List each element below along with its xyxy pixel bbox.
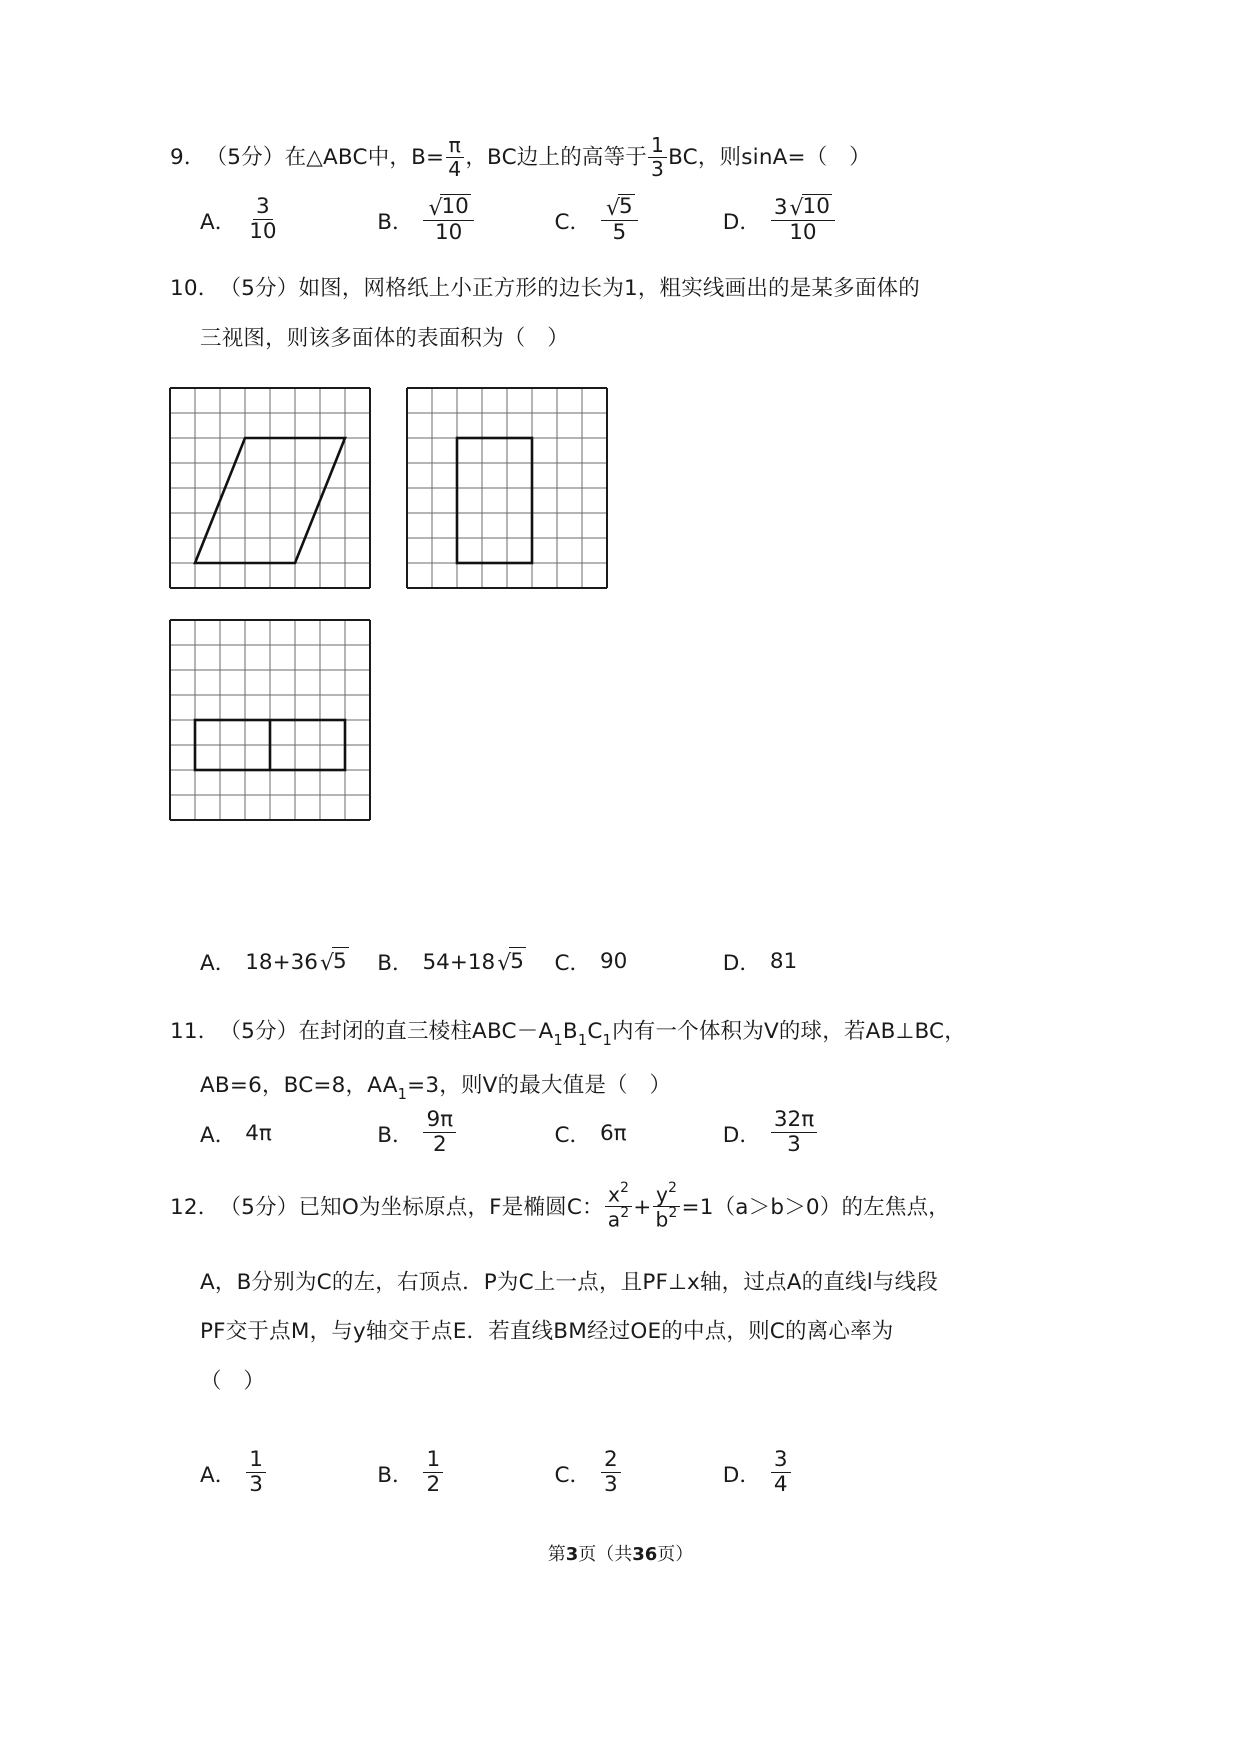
question-11-text-2a: AB=6，BC=8，AA: [200, 1072, 398, 1098]
question-11: [170, 1019, 966, 1104]
footer-suffix: 页）: [657, 1544, 694, 1565]
page-footer: [0, 1540, 1241, 1566]
option-12-c-value: $\frac{2}{3}$: [601, 1449, 621, 1496]
option-10-a-label: A．: [200, 951, 237, 976]
question-12-line-3: [200, 1321, 950, 1343]
question-12-text-2: A，B分别为C的左，右顶点．P为C上一点，且PF⊥x轴，过点A的直线l与线段: [200, 1269, 939, 1295]
subscript-1: 1: [553, 1032, 563, 1050]
question-10-figure-front-view: [168, 386, 372, 590]
option-9-b-label: B．: [377, 210, 414, 236]
question-9: [170, 133, 871, 181]
option-9-c[interactable]: [554, 196, 722, 245]
footer-prefix: 第: [547, 1544, 566, 1565]
radical-icon: √10: [428, 194, 469, 221]
option-11-a[interactable]: [200, 1110, 377, 1157]
question-12-text-3: PF交于点M，与y轴交于点E．若直线BM经过OE的中点，则C的离心率为: [200, 1319, 894, 1345]
option-9-b-value: $\frac{√10}{10}$: [423, 195, 473, 244]
question-11-number: 11．: [170, 1019, 220, 1044]
question-9-stem-part3: BC，则sinA=（ ）: [668, 145, 871, 171]
question-9-points: （5分）: [205, 145, 285, 171]
option-9-c-label: C．: [554, 210, 591, 236]
question-11-options: [200, 1107, 900, 1157]
option-10-d-value: 81: [769, 949, 798, 974]
question-10-text-1: 如图，网格纸上小正方形的边长为1，粗实线画出的是某多面体的: [298, 276, 920, 301]
option-12-d-value: $\frac{3}{4}$: [771, 1449, 791, 1496]
question-11-text-1e: 内有一个体积为V的球，若AB⊥BC，: [612, 1019, 966, 1044]
option-12-b[interactable]: [377, 1447, 554, 1497]
question-12-points: （5分）: [219, 1194, 299, 1220]
option-12-b-value: $\frac{1}{2}$: [423, 1449, 443, 1496]
subscript-1: 1: [397, 1086, 408, 1104]
option-12-c-label: C．: [554, 1462, 591, 1488]
option-11-b-value: $\frac{9\pi}{2}$: [423, 1109, 456, 1156]
option-12-b-label: B．: [377, 1462, 414, 1488]
option-9-d[interactable]: [723, 196, 900, 245]
question-12-line-1: [170, 1180, 950, 1233]
question-10-line-1: [170, 278, 920, 300]
ellipse-plus-sign: +: [633, 1194, 652, 1220]
option-10-c[interactable]: [554, 946, 722, 977]
radical-icon: √10: [789, 194, 830, 221]
option-11-c[interactable]: [554, 1110, 722, 1157]
question-11-line-2: [200, 1072, 966, 1104]
question-10-options: [200, 946, 900, 977]
option-11-b[interactable]: [377, 1107, 554, 1157]
option-12-a-label: A．: [200, 1462, 237, 1488]
subscript-1: 1: [602, 1032, 613, 1050]
option-9-a[interactable]: [200, 196, 377, 245]
option-12-a-value: $\frac{1}{3}$: [246, 1449, 266, 1496]
option-10-d-label: D．: [722, 951, 761, 976]
question-11-points: （5分）: [219, 1019, 299, 1044]
question-12-line-2: [200, 1269, 950, 1295]
option-9-b[interactable]: [377, 196, 554, 245]
option-12-d[interactable]: [722, 1447, 900, 1497]
question-9-stem: [170, 133, 871, 181]
option-9-c-value: $\frac{√5}{5}$: [601, 195, 638, 244]
question-9-number: 9．: [170, 145, 206, 171]
question-11-text-1b: A: [538, 1019, 554, 1044]
option-10-b-value: 54+18√5: [422, 949, 524, 976]
question-11-text-1d: C: [587, 1019, 603, 1044]
question-12-number: 12．: [170, 1194, 220, 1220]
option-10-a-value: 18+36√5: [245, 949, 347, 976]
fraction-pi-over-4: $\frac{\pi}{4}$: [445, 135, 464, 179]
question-11-line-1: [170, 1019, 966, 1050]
ellipse-term-y2-over-b2: $\frac{y^2}{b^2}$: [653, 1183, 681, 1231]
option-9-a-label: A．: [200, 210, 237, 236]
option-10-b[interactable]: [377, 946, 554, 977]
option-10-b-label: B．: [377, 951, 414, 976]
question-12-text-1b: =1（a＞b＞0）的左焦点，: [681, 1194, 950, 1220]
question-10-figure-side-view: [405, 386, 609, 590]
option-11-a-label: A．: [200, 1122, 237, 1148]
option-9-d-label: D．: [722, 210, 761, 236]
footer-page-number: 3: [565, 1544, 579, 1565]
footer-total-pages: 36: [632, 1544, 658, 1565]
question-12-options: [200, 1447, 900, 1497]
question-12-text-4: （ ）: [200, 1368, 266, 1394]
option-12-a[interactable]: [200, 1447, 377, 1497]
question-10-text-2: 三视图，则该多面体的表面积为（ ）: [200, 325, 569, 351]
option-11-d[interactable]: [722, 1107, 900, 1157]
fraction-1-over-3: $\frac{1}{3}$: [648, 135, 667, 179]
radical-icon: √5: [605, 194, 633, 221]
question-10-points: （5分）: [219, 276, 299, 301]
question-12-text-1a: 已知O为坐标原点，F是椭圆C：: [298, 1194, 604, 1220]
option-11-b-label: B．: [377, 1122, 414, 1148]
option-9-d-value: $\frac{3√10}{10}$: [771, 195, 835, 244]
option-10-a[interactable]: [200, 946, 377, 977]
question-9-options: [200, 196, 900, 245]
question-11-text-2b: =3，则V的最大值是（ ）: [407, 1072, 672, 1098]
subscript-1: 1: [577, 1032, 588, 1050]
question-11-text-1c: B: [562, 1019, 578, 1044]
radical-icon: √5: [319, 949, 347, 976]
question-11-text-1a: 在封闭的直三棱柱ABC: [298, 1019, 517, 1044]
option-9-a-value: $\frac{3}{10}$: [249, 194, 277, 245]
question-12: [170, 1180, 950, 1394]
question-9-stem-part1: 在△ABC中，B=: [284, 145, 445, 171]
footer-middle: 页（共: [578, 1544, 633, 1565]
side-view-rectangle: [457, 438, 532, 563]
option-10-d[interactable]: [723, 946, 900, 977]
question-11-dash: －: [516, 1019, 539, 1044]
question-10-number: 10．: [170, 276, 220, 301]
ellipse-term-x2-over-a2: $\frac{x^2}{a^2}$: [605, 1183, 633, 1231]
option-12-c[interactable]: [554, 1447, 722, 1497]
question-10-line-2: [200, 325, 920, 351]
option-11-d-value: $\frac{32\pi}{3}$: [771, 1109, 817, 1156]
option-11-c-label: C．: [554, 1122, 591, 1148]
radical-icon: √5: [497, 949, 524, 976]
option-11-a-value: 4π: [245, 1120, 272, 1146]
question-9-stem-part2: ，BC边上的高等于: [465, 145, 648, 171]
question-12-line-4: [200, 1368, 950, 1394]
option-10-c-value: 90: [599, 949, 628, 974]
option-12-d-label: D．: [722, 1462, 761, 1488]
option-10-c-label: C．: [554, 951, 591, 976]
question-10-figure-top-view: [168, 618, 372, 822]
question-10: [170, 278, 920, 349]
option-11-d-label: D．: [722, 1122, 761, 1148]
option-11-c-value: 6π: [599, 1120, 627, 1146]
